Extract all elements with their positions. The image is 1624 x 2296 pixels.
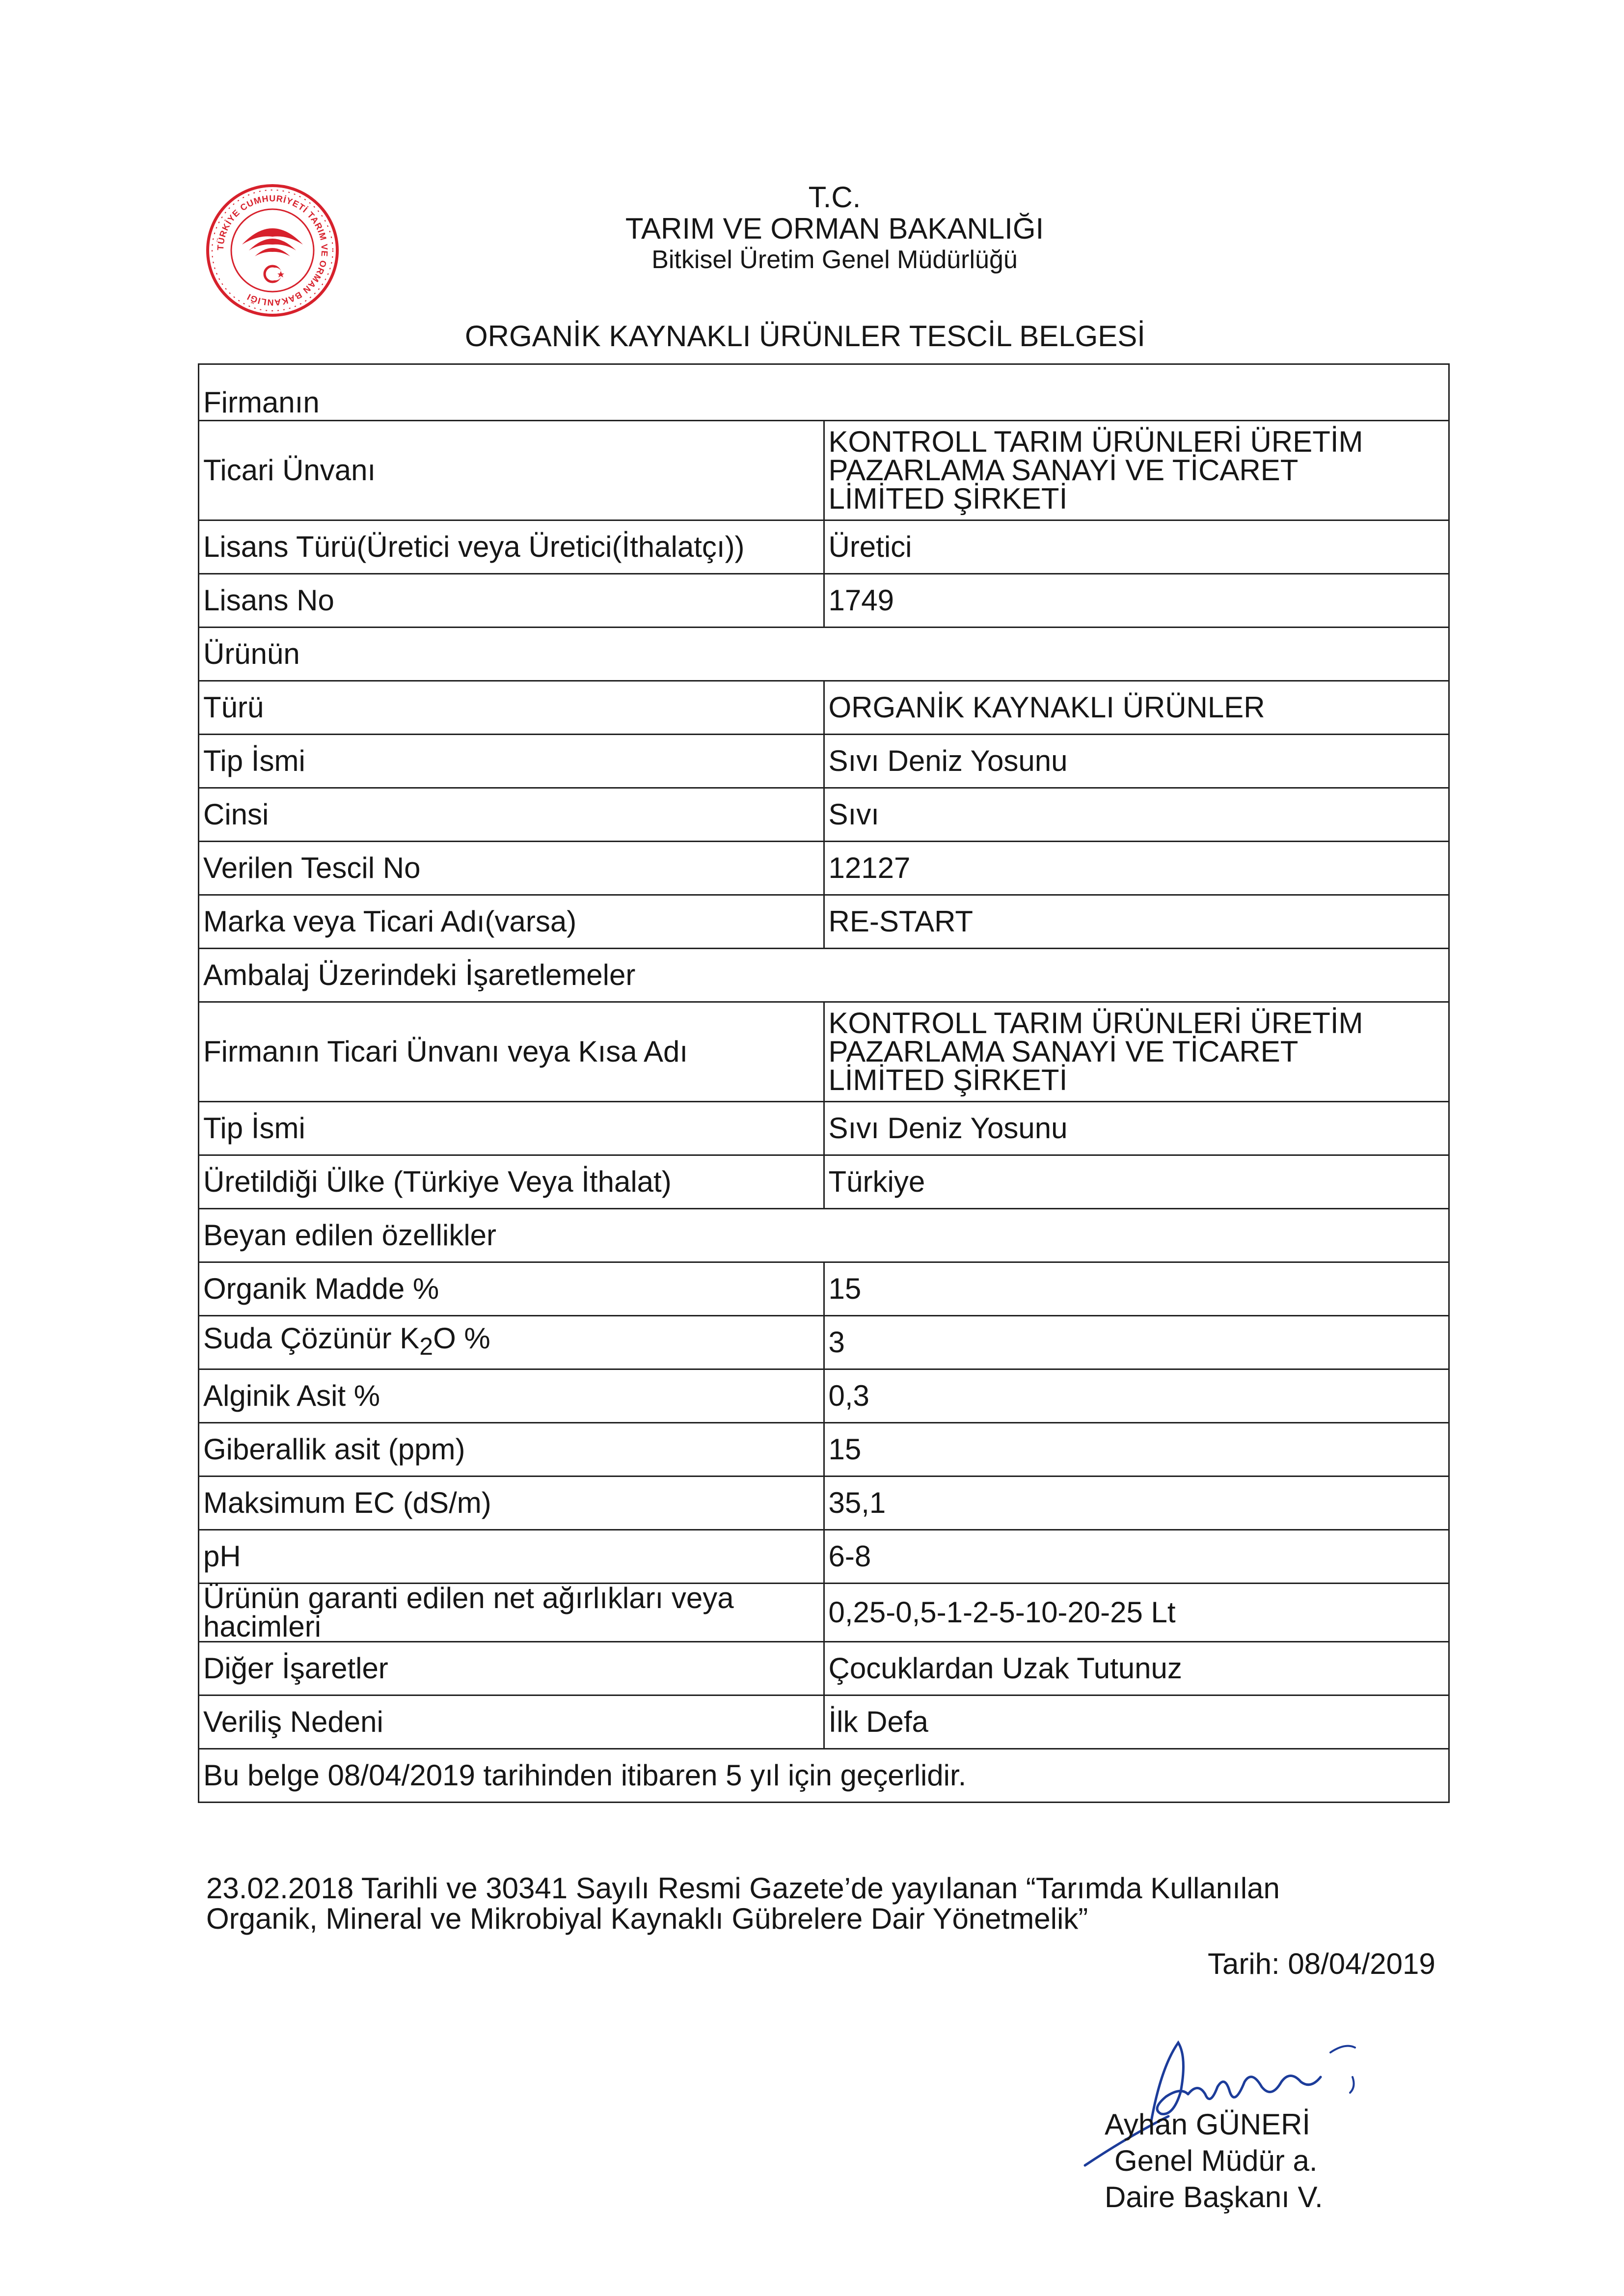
row-value-reg-no: 12127 <box>824 842 1449 895</box>
firm-short-line: LİMİTED ŞİRKETİ <box>828 1064 1068 1096</box>
table-row <box>199 1530 1449 1584</box>
section-packaging-header: Ambalaj Üzerindeki İşaretlemeler <box>199 949 1449 1002</box>
document-header <box>515 182 1154 275</box>
row-value-country: Türkiye <box>824 1155 1449 1209</box>
row-label-gibberellic: Giberallik asit (ppm) <box>199 1423 824 1476</box>
table-row <box>199 1316 1449 1369</box>
table-row <box>199 1155 1449 1209</box>
row-label-ph: pH <box>199 1530 824 1584</box>
row-value-brand: RE-START <box>824 895 1449 949</box>
row-label-k2o <box>199 1316 824 1369</box>
row-value-ph: 6-8 <box>824 1530 1449 1584</box>
table-row <box>199 895 1449 949</box>
table-row <box>199 628 1449 681</box>
row-label-alginic: Alginik Asit % <box>199 1369 824 1423</box>
section-product-header: Ürünün <box>199 628 1449 681</box>
k2o-label-post: O % <box>433 1322 490 1355</box>
trade-name-line: PAZARLAMA SANAYİ VE TİCARET <box>828 454 1299 487</box>
regulation-footnote <box>206 1873 1434 1934</box>
row-label-license-no: Lisans No <box>199 574 824 628</box>
table-row <box>199 1002 1449 1102</box>
k2o-label-pre: Suda Çözünür K <box>203 1322 420 1355</box>
firm-short-line: KONTROLL TARIM ÜRÜNLERİ ÜRETİM <box>828 1007 1363 1039</box>
row-label-net <box>199 1584 824 1642</box>
table-row <box>199 1749 1449 1803</box>
table-row <box>199 1642 1449 1695</box>
issue-date: Tarih: 08/04/2019 <box>1208 1947 1435 1980</box>
row-label-country: Üretildiği Ülke (Türkiye Veya İthalat) <box>199 1155 824 1209</box>
table-row <box>199 1476 1449 1530</box>
table-row <box>199 1423 1449 1476</box>
row-label-brand: Marka veya Ticari Adı(varsa) <box>199 895 824 949</box>
table-row <box>199 364 1449 421</box>
table-row <box>199 1209 1449 1262</box>
table-row <box>199 1262 1449 1316</box>
signer-title: Genel Müdür a. <box>1114 2144 1318 2177</box>
row-label-reg-no: Verilen Tescil No <box>199 842 824 895</box>
signer-name: Ayhan GÜNERİ <box>1105 2108 1311 2141</box>
net-label-line: hacimleri <box>203 1610 322 1643</box>
row-value-pkg-type-name: Sıvı Deniz Yosunu <box>824 1102 1449 1155</box>
net-label-line: Ürünün garanti edilen net ağırlıkları veya <box>203 1582 734 1614</box>
footnote-line: Organik, Mineral ve Mikrobiyal Kaynaklı Gübrelere Dair Yönetmelik” <box>206 1902 1088 1935</box>
table-row <box>199 1695 1449 1749</box>
ministry-seal-icon <box>204 182 341 319</box>
section-declared-header: Beyan edilen özellikler <box>199 1209 1449 1262</box>
section-firm-header: Firmanın <box>199 364 1449 421</box>
row-value-gibberellic: 15 <box>824 1423 1449 1476</box>
row-value-reason: İlk Defa <box>824 1695 1449 1749</box>
row-value-type: ORGANİK KAYNAKLI ÜRÜNLER <box>824 681 1449 735</box>
table-row <box>199 1584 1449 1642</box>
row-value-other: Çocuklardan Uzak Tutunuz <box>824 1642 1449 1695</box>
row-label-kind: Cinsi <box>199 788 824 842</box>
table-row <box>199 1102 1449 1155</box>
header-tc: T.C. <box>808 181 861 214</box>
row-value-kind: Sıvı <box>824 788 1449 842</box>
row-value-net: 0,25-0,5-1-2-5-10-20-25 Lt <box>824 1584 1449 1642</box>
row-value-license-type: Üretici <box>824 520 1449 574</box>
table-row <box>199 421 1449 520</box>
svg-text:TÜRKİYE CUMHURİYETİ TARIM VE O: TÜRKİYE CUMHURİYETİ TARIM VE ORMAN BAKANLIĞI <box>215 193 330 308</box>
registration-table <box>198 363 1450 1803</box>
signer-title: Daire Başkanı V. <box>1105 2181 1323 2214</box>
row-label-license-type: Lisans Türü(Üretici veya Üretici(İthalatçı)) <box>199 520 824 574</box>
row-label-type: Türü <box>199 681 824 735</box>
row-value-k2o: 3 <box>824 1316 1449 1369</box>
footnote-line: 23.02.2018 Tarihli ve 30341 Sayılı Resmi Gazete’de yayılanan “Tarımda Kullanılan <box>206 1872 1280 1905</box>
validity-statement: Bu belge 08/04/2019 tarihinden itibaren 5 yıl için geçerlidir. <box>199 1749 1449 1803</box>
row-value-ec: 35,1 <box>824 1476 1449 1530</box>
row-value-organic: 15 <box>824 1262 1449 1316</box>
trade-name-line: LİMİTED ŞİRKETİ <box>828 482 1068 515</box>
table-row <box>199 1369 1449 1423</box>
header-directorate: Bitkisel Üretim Genel Müdürlüğü <box>651 246 1018 274</box>
signer-block <box>1105 2106 1323 2215</box>
row-label-pkg-type-name: Tip İsmi <box>199 1102 824 1155</box>
table-row <box>199 788 1449 842</box>
row-value-alginic: 0,3 <box>824 1369 1449 1423</box>
row-label-organic: Organik Madde % <box>199 1262 824 1316</box>
row-label-reason: Veriliş Nedeni <box>199 1695 824 1749</box>
row-value-license-no: 1749 <box>824 574 1449 628</box>
row-label-ec: Maksimum EC (dS/m) <box>199 1476 824 1530</box>
table-row <box>199 520 1449 574</box>
trade-name-line: KONTROLL TARIM ÜRÜNLERİ ÜRETİM <box>828 425 1363 458</box>
table-row <box>199 842 1449 895</box>
k2o-label-sub: 2 <box>419 1333 433 1360</box>
row-label-firm-short: Firmanın Ticari Ünvanı veya Kısa Adı <box>199 1002 824 1102</box>
row-label-trade-name: Ticari Ünvanı <box>199 421 824 520</box>
table-row <box>199 574 1449 628</box>
table-row <box>199 949 1449 1002</box>
header-ministry: TARIM VE ORMAN BAKANLIĞI <box>625 212 1044 245</box>
row-value-firm-short <box>824 1002 1449 1102</box>
row-value-type-name: Sıvı Deniz Yosunu <box>824 735 1449 788</box>
table-row <box>199 681 1449 735</box>
row-label-type-name: Tip İsmi <box>199 735 824 788</box>
row-label-other: Diğer İşaretler <box>199 1642 824 1695</box>
row-value-trade-name <box>824 421 1449 520</box>
firm-short-line: PAZARLAMA SANAYİ VE TİCARET <box>828 1035 1299 1068</box>
table-row <box>199 735 1449 788</box>
page-title: ORGANİK KAYNAKLI ÜRÜNLER TESCİL BELGESİ <box>465 320 1145 353</box>
